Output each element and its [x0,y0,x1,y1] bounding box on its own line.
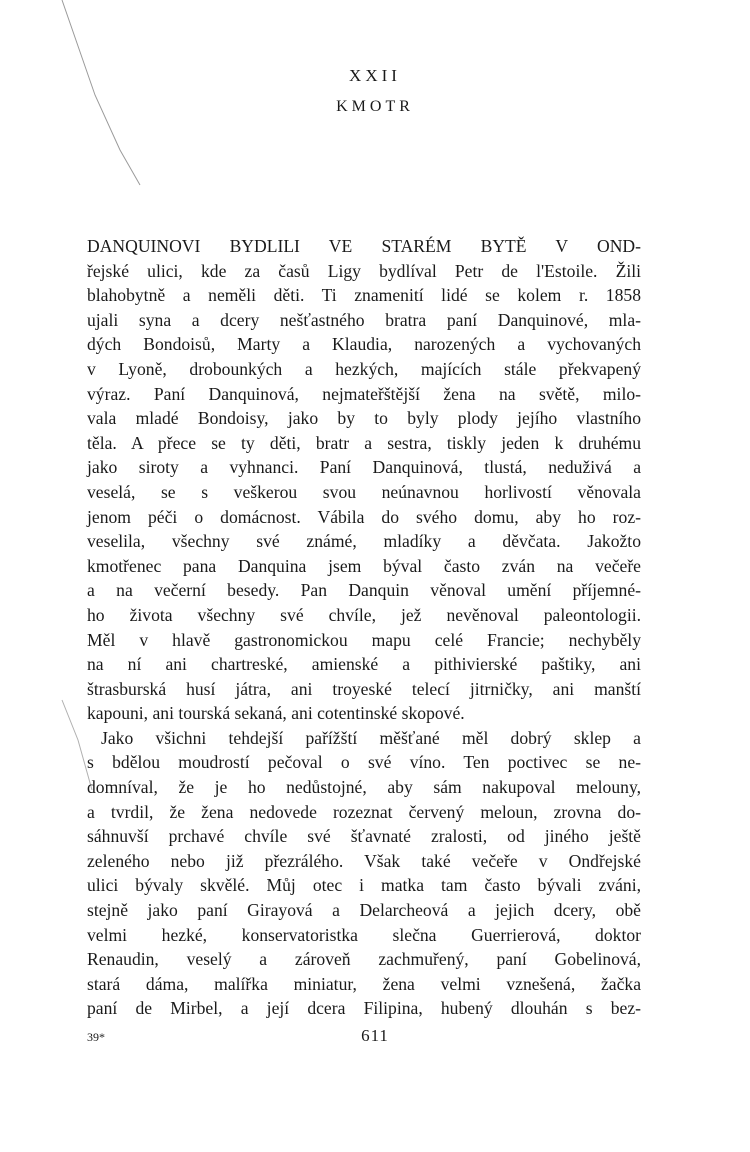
text-line: kapouni, ani tourská sekaná, ani cotentinské skopové. [87,703,465,724]
text-line: na ní ani chartreské, amienské a pithivierské paštiky, ani [87,654,641,675]
text-line: Renaudin, veselý a zároveň zachmuřený, paní Gobelinová, [87,949,641,970]
signature-mark: 39* [87,1030,105,1044]
text-line: domníval, že je ho nedůstojné, aby sám nakupoval melouny, [87,777,641,798]
text-line: Měl v hlavě gastronomickou mapu celé Francie; nechyběly [87,629,641,650]
text-line: stará dáma, malířka miniatur, žena velmi vznešená, žačka [87,973,641,994]
chapter-title: KMOTR [336,98,414,115]
text-line: těla. A přece se ty děti, bratr a sestra, tiskly jeden k druhému [87,432,641,453]
text-line: výraz. Paní Danquinová, nejmateřštější žena na světě, milo- [87,383,641,404]
text-line: paní de Mirbel, a její dcera Filipina, hubený dlouhán s bez- [87,998,641,1019]
text-line: jenom péči o domácnost. Vábila do svého domu, aby ho roz- [87,506,641,527]
text-line: blahobytně a neměli děti. Ti znamenití lidé se kolem r. 1858 [87,285,641,306]
chapter-number: XXII [349,66,401,85]
text-line: štrasburská husí játra, ani troyeské telecí jitrničky, ani manští [87,678,641,699]
page-number: 611 [361,1026,389,1045]
text-line: a na večerní besedy. Pan Danquin věnoval umění příjemné- [87,580,641,601]
text-line: vala mladé Bondoisy, jako by to byly plody jejího vlastního [87,408,641,429]
text-line: veselila, všechny své známé, mladíky a děvčata. Jakožto [87,531,641,552]
text-line: Jako všichni tehdejší pařížští měšťané měl dobrý sklep a [101,727,641,748]
text-line: kmotřenec pana Danquina jsem býval často zván na večeře [87,555,641,576]
text-line: jako siroty a vyhnanci. Paní Danquinová, tlustá, neduživá a [87,457,641,478]
text-line: ho života všechny své chvíle, jež nevěnoval paleontologii. [87,604,641,625]
text-line: s bdělou moudrostí pečoval o své víno. Ten poctivec se ne- [87,752,641,773]
text-line: v Lyoně, drobounkých a hezkých, majících stále překvapený [87,358,641,379]
paragraph-2 [87,726,641,1021]
text-line: velmi hezké, konservatoristka slečna Guerrierová, doktor [87,924,641,945]
text-line: ulici bývaly skvělé. Můj otec i matka tam často bývali zváni, [87,875,641,896]
text-line: zeleného nebo již přezrálého. Však také večeře v Ondřejské [87,850,641,871]
text-line: a tvrdil, že žena nedovede rozeznat červený meloun, zrovna do- [87,801,641,822]
paragraph-1 [87,234,641,726]
body-text [87,234,641,1021]
text-line: stejně jako paní Girayová a Delarcheová a jejich dcery, obě [87,900,641,921]
text-line: sáhnuvší prchavé chvíle své šťavnaté zralosti, od jiného ještě [87,826,641,847]
text-line: DANQUINOVI BYDLILI VE STARÉM BYTĚ V OND- [87,236,641,256]
text-line: dých Bondoisů, Marty a Klaudia, narozených a vychovaných [87,334,641,355]
text-line: veselá, se s veškerou svou neúnavnou horlivostí věnovala [87,481,641,502]
text-line: řejské ulici, kde za časů Ligy bydlíval Petr de l'Estoile. Žili [87,260,641,281]
text-line: ujali syna a dcery nešťastného bratra paní Danquinové, mla- [87,309,641,330]
